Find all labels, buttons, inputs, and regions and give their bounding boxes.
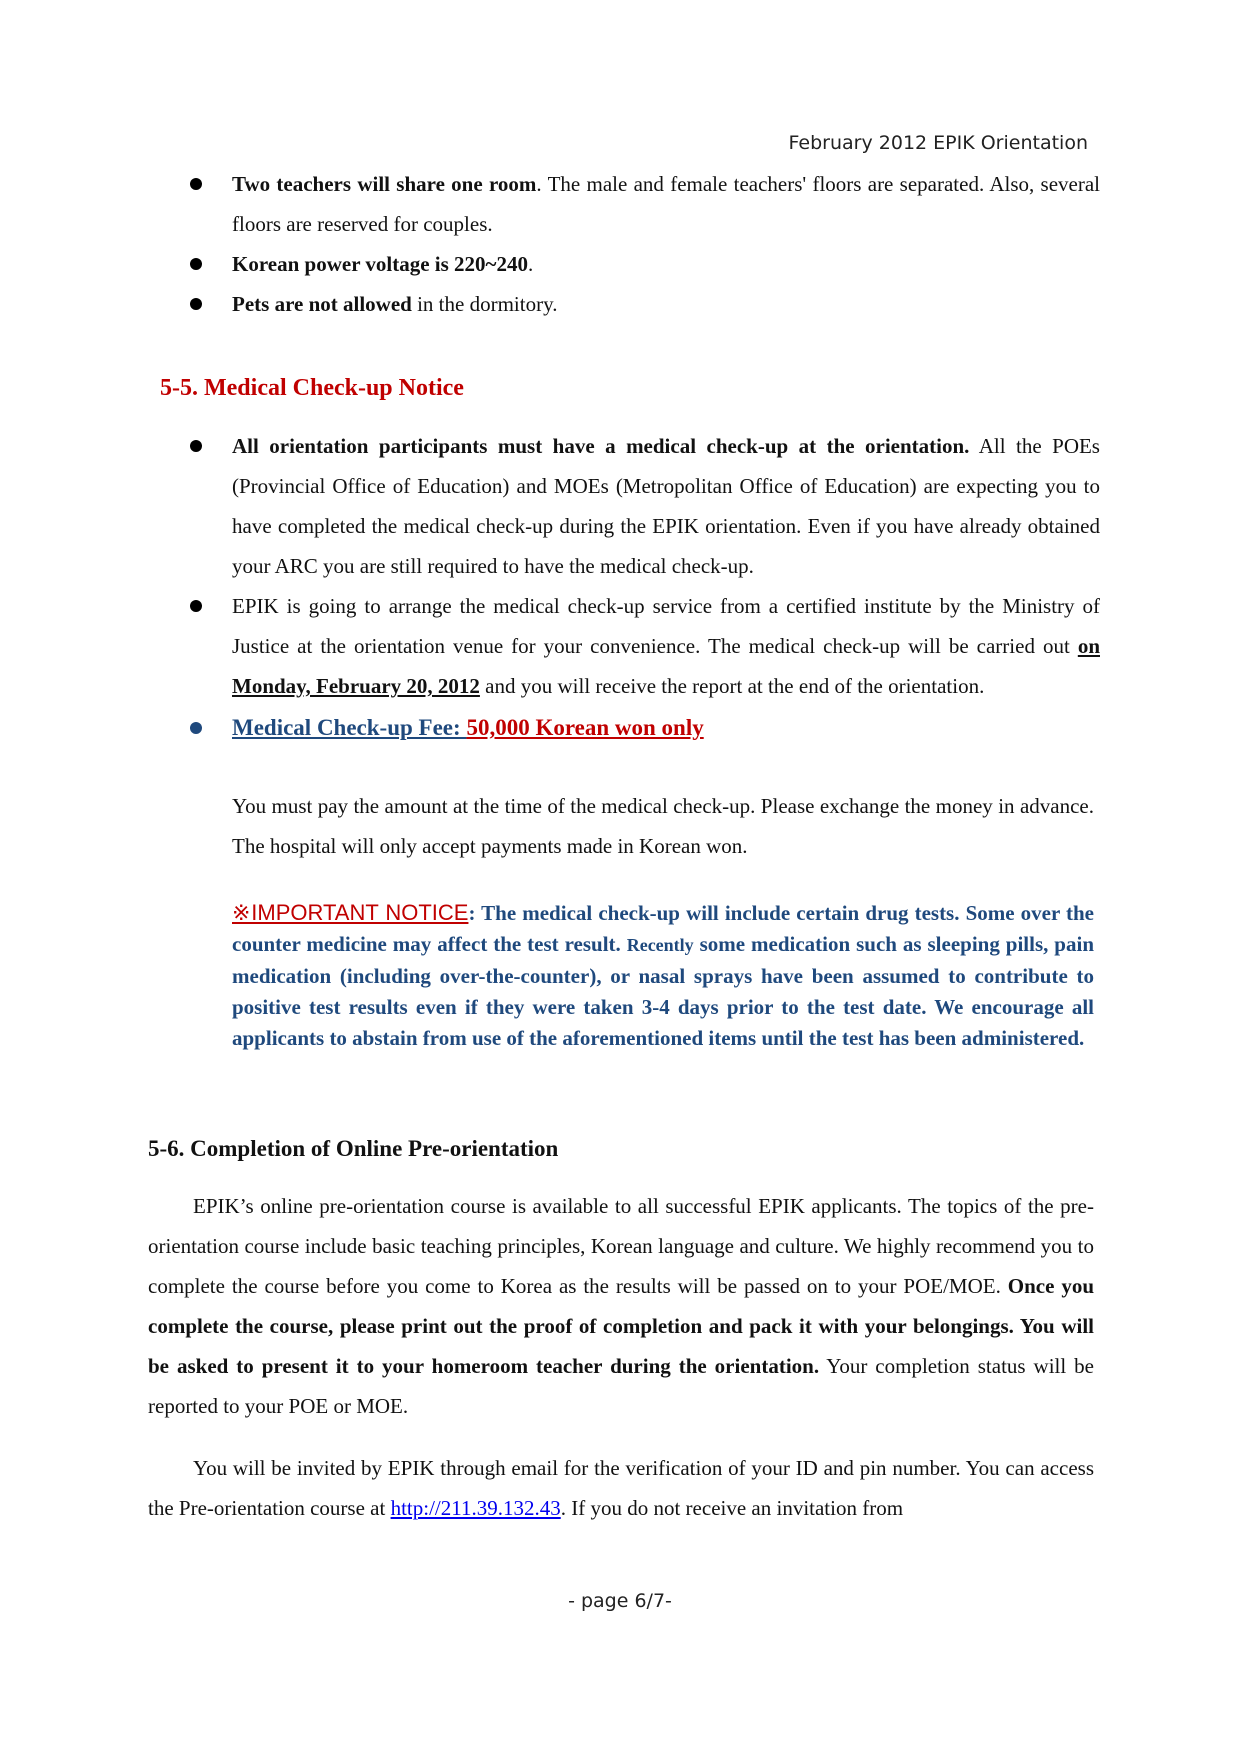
body-text: Your completion status will be reported to your POE or MOE.: [148, 1354, 1094, 1418]
body-text: All the POEs (Provincial Office of Education) and MOEs (Metropolitan Office of Education) are expecting you to have completed the medical check-up during the EPIK orientation. Even if you have already obtained your ARC you are still required to have the medical check-up.: [232, 434, 1100, 578]
body-text: .: [527, 252, 534, 276]
preorientation-link[interactable]: http://211.39.132.43: [390, 1496, 561, 1520]
dorm-bullet-list: [190, 164, 1100, 324]
page-number: - page 6/7-: [568, 1590, 672, 1612]
notice-label: ※IMPORTANT NOTICE: [232, 900, 469, 925]
section-heading-5-5: 5-5. Medical Check-up Notice: [160, 375, 464, 401]
bold-text: Korean power voltage is 220~240: [232, 252, 528, 276]
list-item: [190, 284, 1100, 324]
bullet-icon: [190, 722, 202, 734]
important-notice: [232, 897, 1094, 1054]
list-item: [190, 244, 1100, 284]
bullet-icon: [190, 600, 202, 612]
payment-paragraph: You must pay the amount at the time of the medical check-up. Please exchange the money in advance. The hospital will only accept payments made in Korean won.: [232, 794, 1094, 858]
body-text: and you will receive the report at the end of the orientation.: [479, 674, 985, 698]
bullet-icon: [190, 298, 202, 310]
bullet-icon: [190, 258, 202, 270]
medical-bullet-list: [190, 426, 1100, 748]
notice-text-small: Recently: [626, 935, 694, 955]
list-item: [190, 164, 1100, 244]
body-text: EPIK’s online pre-orientation course is available to all successful EPIK applicants. The topics of the pre-orientation course include basic teaching principles, Korean language and culture. We highly recommend you to complete the course before you come to Korea as the results will be passed on to your POE/MOE.: [148, 1194, 1094, 1298]
body-text: You will be invited by EPIK through email for the verification of your ID and pin number. You can access the Pre-orientation course at: [148, 1456, 1094, 1520]
bullet-icon: [190, 440, 202, 452]
body-text: . If you do not receive an invitation from: [560, 1496, 904, 1520]
body-text: EPIK is going to arrange the medical check-up service from a certified institute by the Ministry of Justice at the orientation venue for your convenience. The medical check-up will be carried out: [232, 594, 1100, 658]
section-heading-5-6: 5-6. Completion of Online Pre-orientation: [148, 1136, 559, 1161]
preorientation-paragraph-2: [148, 1448, 1094, 1528]
bold-text: Pets are not allowed: [232, 292, 412, 316]
preorientation-paragraph-1: [148, 1186, 1094, 1426]
list-item: [190, 586, 1100, 706]
bold-text: All orientation participants must have a medical check-up at the orientation.: [232, 434, 970, 458]
body-text: in the dormitory.: [411, 292, 558, 316]
fee-amount: 50,000 Korean won only: [466, 715, 704, 740]
body-text: . The male and female teachers' floors are separated. Also, several floors are reserved for couples.: [232, 172, 1100, 236]
bold-text: Once you complete the course, please print out the proof of completion and pack it with your belongings. You will be asked to present it to your homeroom teacher during the orientation.: [148, 1274, 1094, 1378]
notice-colon: :: [468, 901, 482, 925]
list-item-fee: [190, 708, 1100, 748]
list-item: [190, 426, 1100, 586]
notice-text: The medical check-up will include certain drug tests. Some over the counter medicine may affect the test result.: [232, 901, 1094, 956]
notice-text: some medication such as sleeping pills, pain medication (including over-the-counter), or nasal sprays have been assumed to contribute to positive test results even if they were taken 3-4 days prior to the test date. We encourage all applicants to abstain from use of the aforementioned items until the test has been administered.: [232, 932, 1094, 1050]
fee-label: Medical Check-up Fee:: [232, 715, 467, 740]
checkup-date: on Monday, February 20, 2012: [232, 634, 1100, 698]
bullet-icon: [190, 178, 202, 190]
bold-text: Two teachers will share one room: [232, 172, 537, 196]
running-header: February 2012 EPIK Orientation: [788, 132, 1088, 154]
